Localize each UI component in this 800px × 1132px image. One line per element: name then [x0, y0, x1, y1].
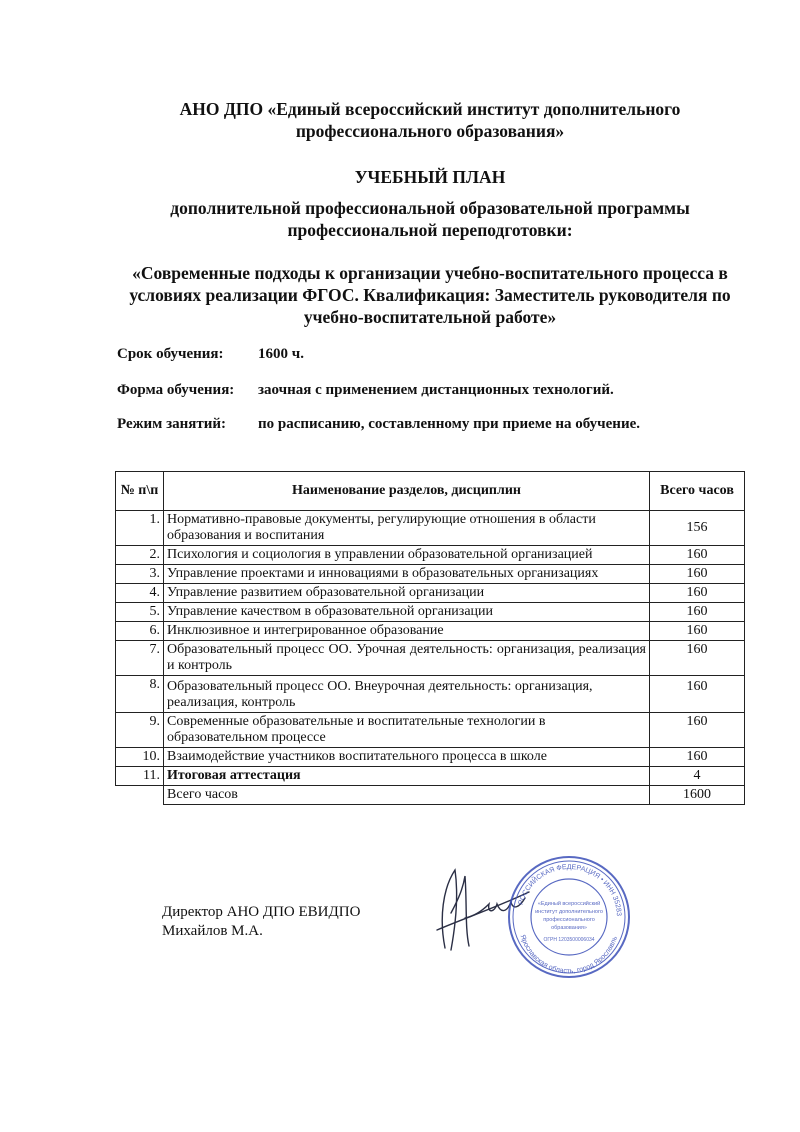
row-hours: 4: [650, 767, 745, 786]
svg-text:профессионального: профессионального: [543, 917, 595, 923]
row-hours: 160: [650, 546, 745, 565]
table-row: [116, 641, 745, 676]
signature-block: [162, 903, 360, 941]
row-name: Взаимодействие участников воспитательного процесса в школе: [164, 748, 650, 767]
svg-text:«Единый всероссийский: «Единый всероссийский: [537, 901, 601, 907]
col-header-num: № п\п: [116, 472, 164, 511]
col-header-name: Наименование разделов, дисциплин: [164, 472, 650, 511]
row-hours: 160: [650, 676, 745, 713]
table-row: [116, 767, 745, 786]
col-header-hours: Всего часов: [650, 472, 745, 511]
row-hours: 160: [650, 748, 745, 767]
table-row: [116, 546, 745, 565]
program-type: дополнительной профессиональной образовательной программы профессиональной переподготовки:: [170, 198, 690, 240]
row-num: 3.: [116, 565, 164, 584]
row-num: 6.: [116, 622, 164, 641]
row-num: 1.: [116, 511, 164, 546]
svg-text:образования»: образования»: [551, 925, 587, 931]
row-name: Итоговая аттестация: [164, 767, 650, 786]
table-row: [116, 713, 745, 748]
svg-text:ОГРН 1203500006034: ОГРН 1203500006034: [543, 937, 595, 943]
table-row: [116, 603, 745, 622]
row-name: Образовательный процесс ОО. Урочная деятельность: организация, реализация и контроль: [164, 641, 650, 676]
duration-value: 1600 ч.: [258, 346, 304, 362]
row-name: Образовательный процесс ОО. Внеурочная деятельность: организация, реализация, контроль: [164, 676, 650, 713]
program-name: «Современные подходы к организации учебно-воспитательного процесса в условиях реализации ФГОС. Квалификация: Заместитель руководителя по учебно-воспитательной работе»: [129, 263, 731, 327]
row-num: 2.: [116, 546, 164, 565]
row-hours: 160: [650, 641, 745, 676]
row-name: Инклюзивное и интегрированное образование: [164, 622, 650, 641]
row-hours: 160: [650, 622, 745, 641]
total-hours: 1600: [650, 786, 745, 805]
table-row: [116, 676, 745, 713]
row-num: 7.: [116, 641, 164, 676]
total-label: Всего часов: [164, 786, 650, 805]
row-hours: 160: [650, 603, 745, 622]
mode-value: по расписанию, составленному при приеме на обучение.: [258, 416, 640, 432]
director-position: Директор АНО ДПО ЕВИДПО: [162, 904, 361, 920]
total-row: [116, 786, 745, 805]
table-row: [116, 748, 745, 767]
svg-text:РОССИЙСКАЯ ФЕДЕРАЦИЯ • ИНН 352: РОССИЙСКАЯ ФЕДЕРАЦИЯ • ИНН 35283: [517, 863, 623, 917]
curriculum-table: [115, 471, 745, 805]
total-num-empty: [116, 786, 164, 805]
row-hours: 156: [650, 511, 745, 546]
row-name: Современные образовательные и воспитательные технологии в образовательном процессе: [164, 713, 650, 748]
director-name: Михайлов М.А.: [162, 923, 263, 939]
document-title: УЧЕБНЫЙ ПЛАН: [354, 167, 506, 187]
table-header-row: [116, 472, 745, 511]
svg-text:Ярославская область, город Яро: Ярославская область, город Ярославль: [518, 933, 619, 976]
row-num: 10.: [116, 748, 164, 767]
row-num: 4.: [116, 584, 164, 603]
row-name: Управление качеством в образовательной организации: [164, 603, 650, 622]
row-num: 8.: [116, 676, 164, 713]
row-hours: 160: [650, 584, 745, 603]
row-name: Психология и социология в управлении образовательной организацией: [164, 546, 650, 565]
row-hours: 160: [650, 565, 745, 584]
row-num: 5.: [116, 603, 164, 622]
row-num: 11.: [116, 767, 164, 786]
form-value: заочная с применением дистанционных технологий.: [258, 382, 614, 398]
table-row: [116, 565, 745, 584]
official-seal: [505, 853, 633, 981]
row-hours: 160: [650, 713, 745, 748]
svg-text:институт дополнительного: институт дополнительного: [535, 909, 603, 915]
duration-label: Срок обучения:: [117, 346, 224, 362]
row-name: Управление развитием образовательной организации: [164, 584, 650, 603]
row-name: Нормативно-правовые документы, регулирующие отношения в области образования и воспитания: [164, 511, 650, 546]
table-row: [116, 584, 745, 603]
row-name: Управление проектами и инновациями в образовательных организациях: [164, 565, 650, 584]
table-row: [116, 622, 745, 641]
org-header: АНО ДПО «Единый всероссийский институт дополнительного профессионального образования»: [179, 99, 681, 141]
form-label: Форма обучения:: [117, 382, 235, 398]
table-row: [116, 511, 745, 546]
mode-label: Режим занятий:: [117, 416, 227, 432]
row-num: 9.: [116, 713, 164, 748]
